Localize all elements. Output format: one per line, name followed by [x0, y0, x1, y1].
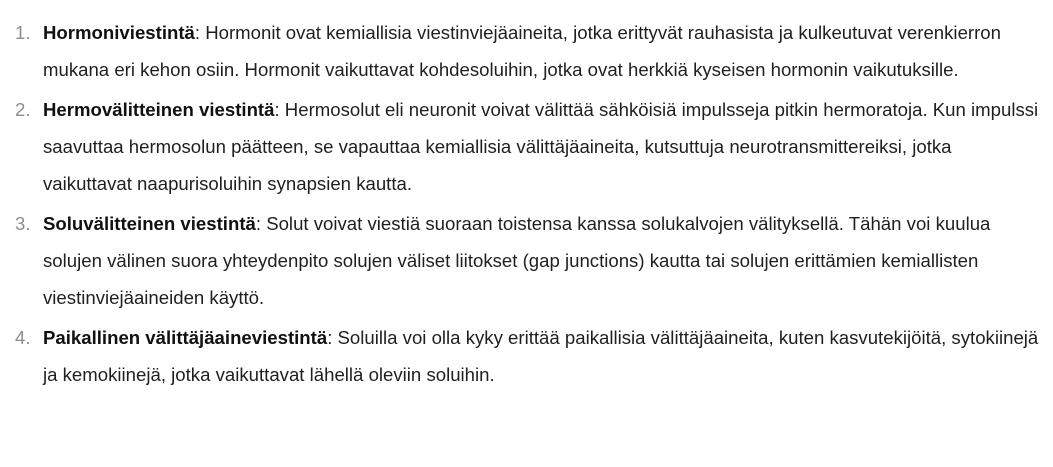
list-item	[0, 205, 1053, 316]
list-number: 4.	[15, 327, 31, 348]
item-title: Hormoniviestintä	[43, 22, 195, 43]
list-number: 1.	[15, 22, 31, 43]
item-text: : Hermosolut eli neuronit voivat välittää sähköisiä impulsseja pitkin hermoratoja. Kun impulssi saavuttaa hermosolun päätteen, se vapauttaa kemiallisia välittäjäaineita, kutsuttuja neurotransmittereiksi, jotka vaikuttavat naapurisoluihin synapsien kautta.	[43, 99, 1039, 194]
item-text: : Solut voivat viestiä suoraan toistensa kanssa solukalvojen välityksellä. Tähän voi kuulua solujen välinen suora yhteydenpito solujen väliset liitokset (gap junctions) kautta tai solujen erittämien kemiallisten viestinviejäaineiden käyttö.	[43, 213, 991, 308]
item-title: Paikallinen välittäjäaineviestintä	[43, 327, 328, 348]
list-item	[0, 91, 1053, 202]
item-text: : Hormonit ovat kemiallisia viestinviejäaineita, jotka erittyvät rauhasista ja kulkeutuvat verenkierron mukana eri kehon osiin. Hormonit vaikuttavat kohdesoluihin, jotka ovat herkkiä kyseisen hormonin vaikutuksille.	[43, 22, 1001, 80]
list-number: 2.	[15, 99, 31, 120]
item-title: Soluvälitteinen viestintä	[43, 213, 256, 234]
numbered-list	[0, 14, 1053, 393]
list-number: 3.	[15, 213, 31, 234]
item-title: Hermovälitteinen viestintä	[43, 99, 275, 120]
item-text: : Soluilla voi olla kyky erittää paikallisia välittäjäaineita, kuten kasvutekijöitä, sytokiinejä ja kemokiinejä, jotka vaikuttavat lähellä oleviin soluihin.	[43, 327, 1039, 385]
list-item	[0, 319, 1053, 393]
list-item	[0, 14, 1053, 88]
